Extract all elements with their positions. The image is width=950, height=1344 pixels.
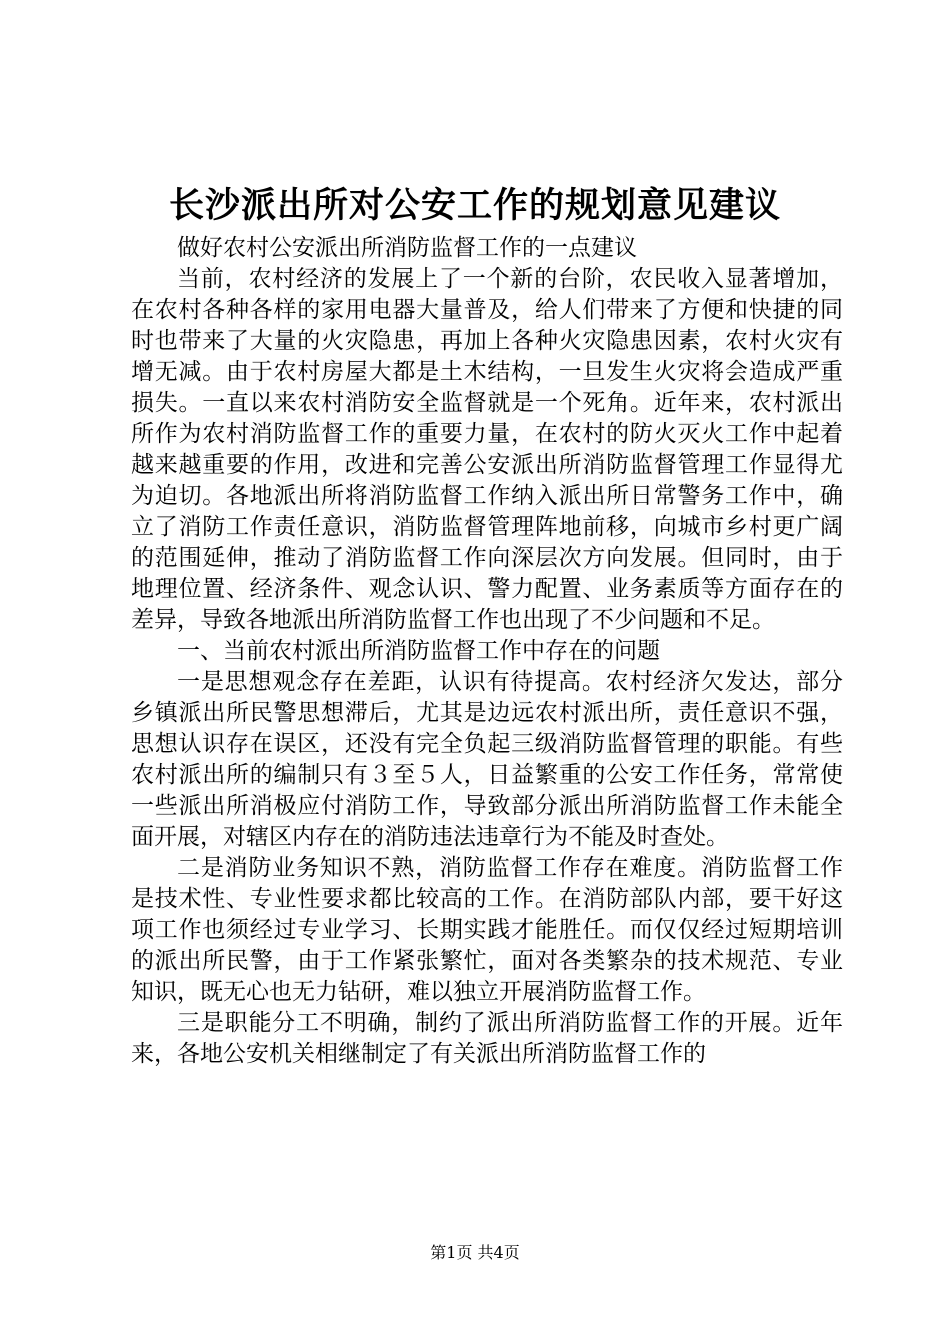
subtitle-paragraph: 做好农村公安派出所消防监督工作的一点建议 <box>177 235 637 261</box>
issue-one-paragraph: 一是思想观念存在差距，认识有待提高。农村经济欠发达，部分乡镇派出所民警思想滞后，尤其是边远农村派出所，责任意识不强，思想认识存在误区，还没有完全负起三级消防监督管理的职能。有些农村派出所的编制只有３至５人，日益繁重的公安工作任务，常常使一些派出所消极应付消防工作，导致部分派出所消防监督工作未能全面开展，对辖区内存在的消防违法违章行为不能及时查处。 <box>131 669 843 850</box>
document-title: 长沙派出所对公安工作的规划意见建议 <box>168 185 781 226</box>
document-body <box>131 233 843 1070</box>
intro-paragraph: 当前，农村经济的发展上了一个新的台阶，农民收入显著增加，在农村各种各样的家用电器大量普及，给人们带来了方便和快捷的同时也带来了大量的火灾隐患，再加上各种火灾隐患因素，农村火灾有增无减。由于农村房屋大都是土木结构，一旦发生火灾将会造成严重损失。一直以来农村消防安全监督就是一个死角。近年来，农村派出所作为农村消防监督工作的重要力量，在农村的防火灭火工作中起着越来越重要的作用，改进和完善公安派出所消防监督管理工作显得尤为迫切。各地派出所将消防监督工作纳入派出所日常警务工作中，确立了消防工作责任意识，消防监督管理阵地前移，向城市乡村更广阔的范围延伸，推动了消防监督工作向深层次方向发展。但同时，由于地理位置、经济条件、观念认识、警力配置、业务素质等方面存在的差异，导致各地派出所消防监督工作也出现了不少问题和不足。 <box>131 266 843 633</box>
issue-two-paragraph: 二是消防业务知识不熟，消防监督工作存在难度。消防监督工作是技术性、专业性要求都比较高的工作。在消防部队内部，要干好这项工作也须经过专业学习、长期实践才能胜任。而仅仅经过短期培训的派出所民警，由于工作紧张繁忙，面对各类繁杂的技术规范、专业知识，既无心也无力钻研，难以独立开展消防监督工作。 <box>131 855 843 1005</box>
section-heading: 一、当前农村派出所消防监督工作中存在的问题 <box>177 638 660 664</box>
page-footer: 第1页 共4页 <box>430 1243 520 1262</box>
issue-three-paragraph: 三是职能分工不明确，制约了派出所消防监督工作的开展。近年来，各地公安机关相继制定了有关派出所消防监督工作的 <box>131 1010 843 1067</box>
